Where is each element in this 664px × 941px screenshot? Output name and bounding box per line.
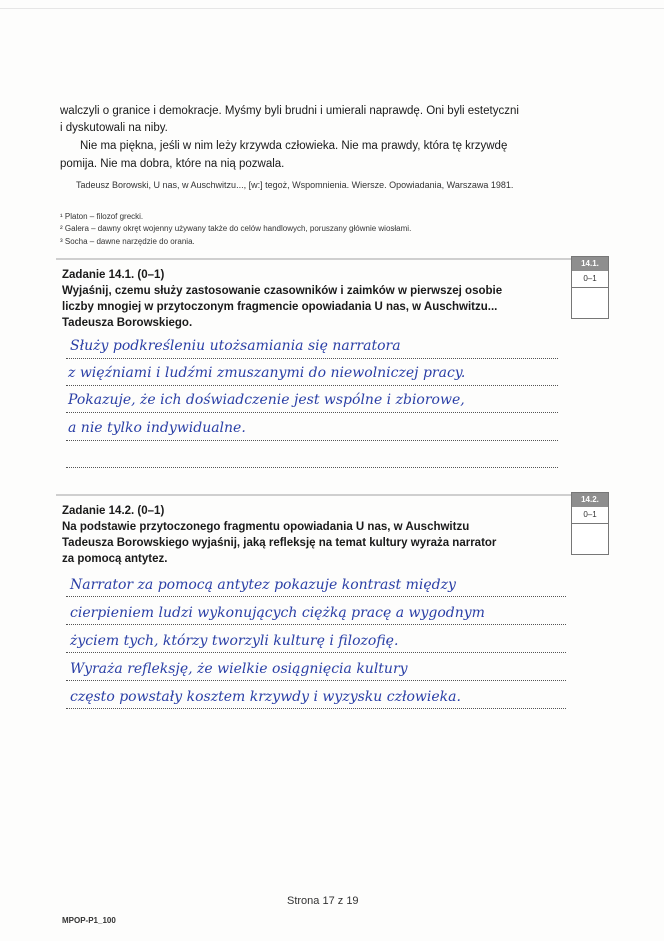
score-label: 14.1. <box>572 257 608 271</box>
answer-line <box>66 412 558 413</box>
page-edge-line <box>0 8 664 9</box>
score-box-14-2 <box>571 492 609 555</box>
handwritten-answer-14-2-line-5: często powstały kosztem krzywdy i wyzysku człowieka. <box>70 689 461 705</box>
passage-line-4: pomija. Nie ma dobra, które na nią pozwala. <box>60 158 285 170</box>
handwritten-answer-14-2-line-4: Wyraża refleksję, że wielkie osiągnięcia kultury <box>70 661 408 677</box>
task-14-2-line-3: za pomocą antytez. <box>62 553 168 565</box>
handwritten-answer-14-2-line-3: życiem tych, którzy tworzyli kulturę i filozofię. <box>70 633 399 649</box>
answer-line <box>66 385 558 386</box>
answer-line <box>66 467 558 468</box>
page-number: Strona 17 z 19 <box>287 895 359 907</box>
score-points: 0–1 <box>572 507 608 524</box>
footnote-1: ¹ Platon – filozof grecki. <box>60 212 144 221</box>
passage-line-1: walczyli o granice i demokracje. Myśmy byli brudni i umierali naprawdę. Oni byli estetyczni <box>60 105 519 117</box>
task-14-1-heading: Zadanie 14.1. (0–1) <box>62 269 165 281</box>
handwritten-answer-14-1-line-4: a nie tylko indywidualne. <box>68 420 246 436</box>
separator-1 <box>56 258 576 260</box>
task-14-1-line-3: Tadeusza Borowskiego. <box>62 317 193 329</box>
footnote-3: ³ Socha – dawne narzędzie do orania. <box>60 237 195 246</box>
handwritten-answer-14-2-line-1: Narrator za pomocą antytez pokazuje kontrast między <box>70 577 456 593</box>
score-entry-box[interactable] <box>572 524 608 554</box>
task-14-2-line-2: Tadeusza Borowskiego wyjaśnij, jaką refleksję na temat kultury wyraża narrator <box>62 537 497 549</box>
task-14-1-line-1: Wyjaśnij, czemu służy zastosowanie czasowników i zaimków w pierwszej osobie <box>62 285 503 297</box>
answer-line <box>66 596 566 597</box>
handwritten-answer-14-1-line-3: Pokazuje, że ich doświadczenie jest wspólne i zbiorowe, <box>68 392 465 408</box>
passage-line-2: i dyskutowali na niby. <box>60 122 168 134</box>
score-points: 0–1 <box>572 271 608 288</box>
footnote-2: ² Galera – dawny okręt wojenny używany także do celów handlowych, poruszany głównie wiosłami. <box>60 224 412 233</box>
task-14-2-heading: Zadanie 14.2. (0–1) <box>62 505 165 517</box>
answer-line <box>66 440 558 441</box>
handwritten-answer-14-1-line-2: z więźniami i ludźmi zmuszanymi do niewolniczej pracy. <box>68 365 466 381</box>
answer-line <box>66 624 566 625</box>
score-entry-box[interactable] <box>572 288 608 318</box>
score-label: 14.2. <box>572 493 608 507</box>
answer-line <box>66 708 566 709</box>
answer-line <box>66 652 566 653</box>
source-citation: Tadeusz Borowski, U nas, w Auschwitzu..., [w:] tegoż, Wspomnienia. Wiersze. Opowiadania, Warszawa 1981. <box>76 180 514 190</box>
answer-line <box>66 358 558 359</box>
exam-code: MPOP-P1_100 <box>62 916 116 925</box>
handwritten-answer-14-1-line-1: Służy podkreśleniu utożsamiania się narratora <box>70 338 401 354</box>
score-box-14-1 <box>571 256 609 319</box>
handwritten-answer-14-2-line-2: cierpieniem ludzi wykonujących ciężką pracę a wygodnym <box>70 605 485 621</box>
separator-2 <box>56 494 576 496</box>
task-14-1-line-2: liczby mnogiej w przytoczonym fragmencie opowiadania U nas, w Auschwitzu... <box>62 301 498 313</box>
passage-line-3: Nie ma piękna, jeśli w nim leży krzywda człowieka. Nie ma prawdy, która tę krzywdę <box>80 140 508 152</box>
answer-line <box>66 680 566 681</box>
task-14-2-line-1: Na podstawie przytoczonego fragmentu opowiadania U nas, w Auschwitzu <box>62 521 470 533</box>
